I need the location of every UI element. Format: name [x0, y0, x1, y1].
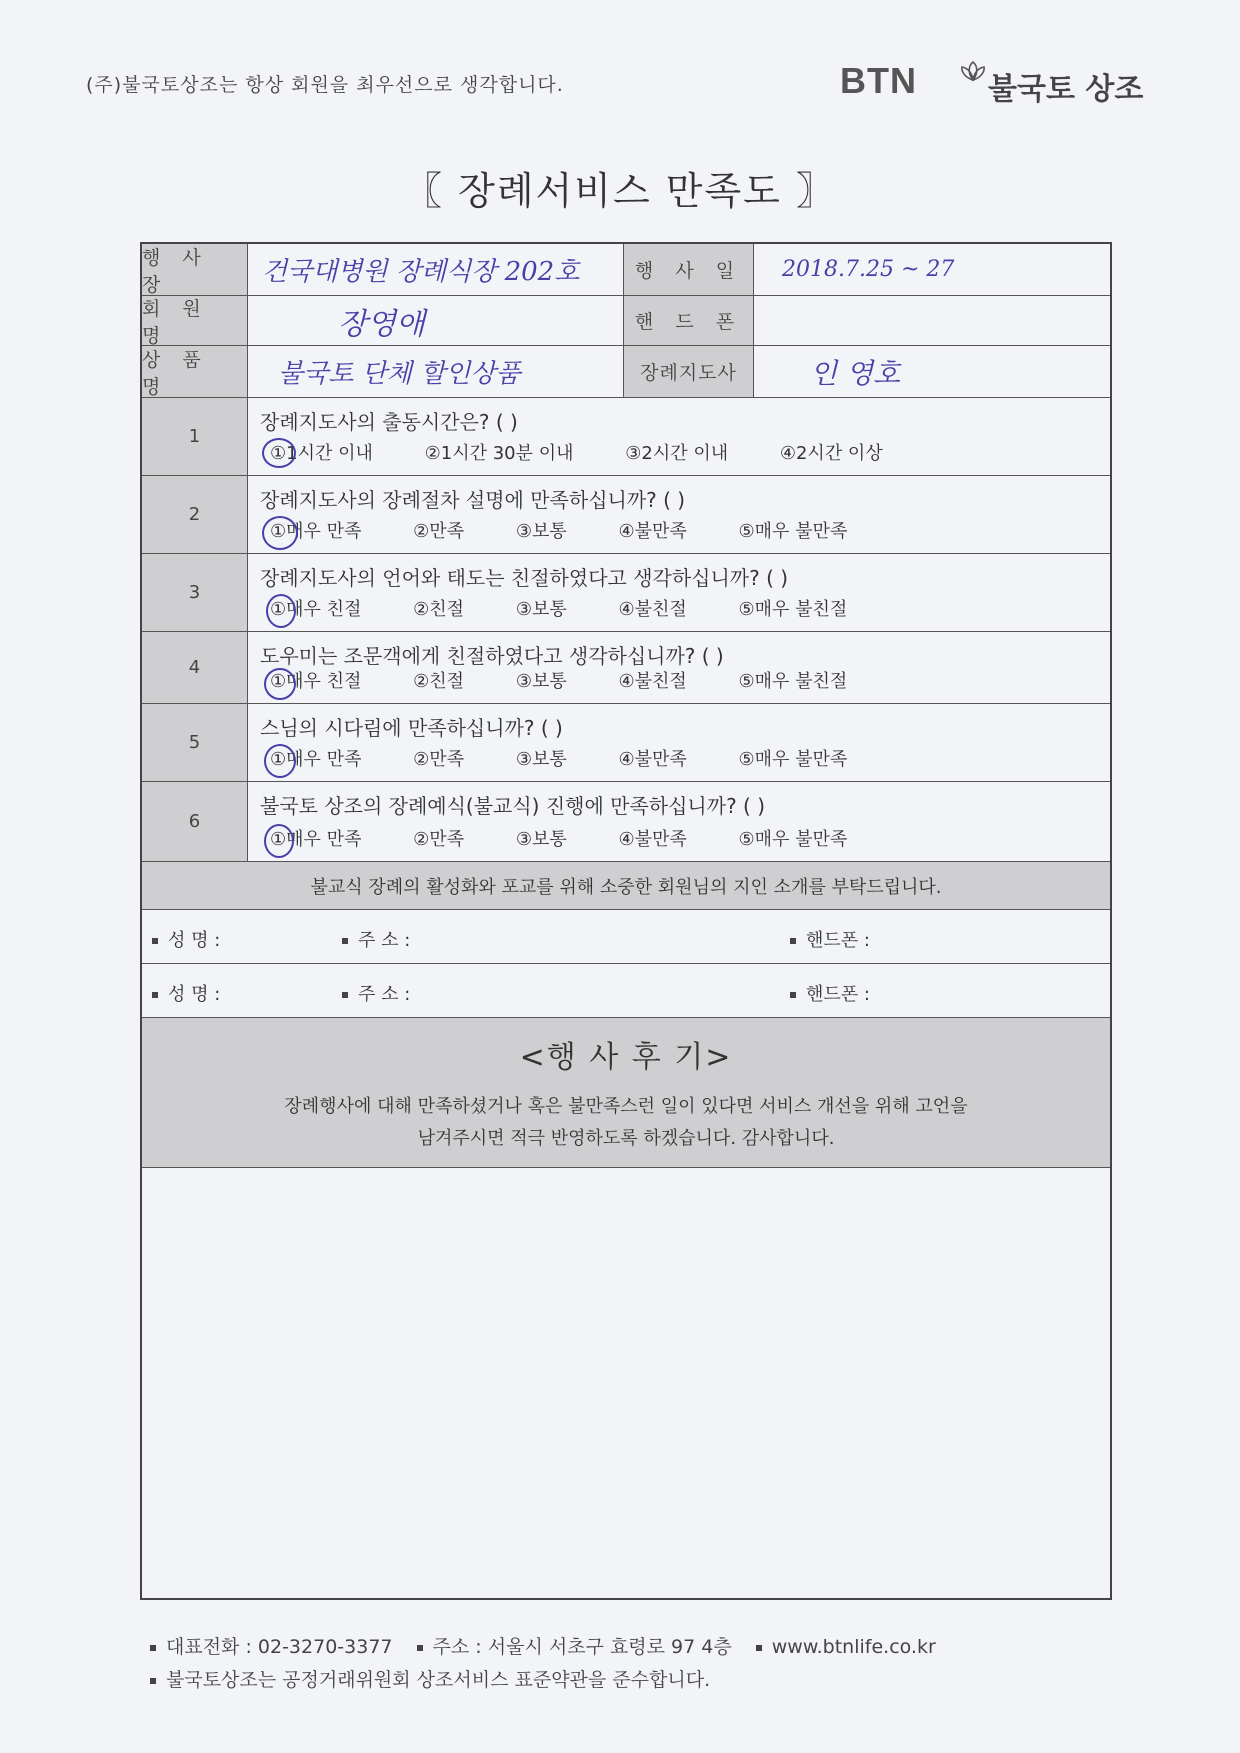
- survey-form: [140, 242, 1112, 1600]
- date-field[interactable]: 2018.7.25 ~ 27: [782, 257, 955, 282]
- question-text: 도우미는 조문객에게 친절하였다고 생각하십니까? ( ): [260, 644, 724, 668]
- review-instruction-line: 남겨주시면 적극 반영하도록 하겠습니다. 감사합니다.: [417, 1128, 835, 1149]
- answer-options: [270, 439, 929, 465]
- question-number: 5: [142, 704, 248, 781]
- answer-option[interactable]: ①매우 만족: [270, 829, 362, 850]
- answer-option[interactable]: ③보통: [515, 599, 567, 620]
- referral-row: [142, 910, 1110, 964]
- venue-label: 행 사 장: [142, 244, 248, 295]
- answer-options: [270, 667, 893, 693]
- answer-option[interactable]: ②만족: [413, 521, 465, 542]
- referral-name-label: 성 명 :: [152, 926, 220, 952]
- answer-option[interactable]: ④2시간 이상: [779, 443, 883, 464]
- question-number: 2: [142, 476, 248, 553]
- referral-notice: 불교식 장례의 활성화와 포교를 위해 소중한 회원님의 지인 소개를 부탁드립니다.: [142, 862, 1110, 910]
- question-row: [142, 398, 1110, 476]
- member-label: 회 원 명: [142, 296, 248, 345]
- logo-btn-text: BTN: [840, 60, 917, 101]
- answer-option[interactable]: ⑤매우 불친절: [738, 671, 848, 692]
- bullet-icon: [342, 938, 348, 944]
- referral-address-label: 주 소 :: [342, 926, 410, 952]
- review-title: <행 사 후 기>: [519, 1040, 733, 1075]
- info-row-member: [142, 296, 1110, 346]
- referral-phone-label: 핸드폰 :: [790, 980, 870, 1006]
- question-text: 장례지도사의 출동시간은? ( ): [260, 410, 518, 434]
- footer-notice: 불국토상조는 공정거래위원회 상조서비스 표준약관을 준수합니다.: [150, 1665, 710, 1692]
- answer-options: [270, 825, 893, 851]
- answer-option[interactable]: ④불친절: [618, 671, 687, 692]
- bullet-icon: [756, 1645, 762, 1651]
- review-header: [142, 1018, 1110, 1168]
- answer-option[interactable]: ③2시간 이내: [625, 443, 729, 464]
- selected-answer-mark: [264, 744, 296, 778]
- question-number: 3: [142, 554, 248, 631]
- bullet-icon: [152, 992, 158, 998]
- answer-option[interactable]: ⑤매우 불만족: [738, 749, 848, 770]
- referral-row: [142, 964, 1110, 1018]
- question-number: 6: [142, 782, 248, 861]
- venue-field[interactable]: 건국대병원 장례식장 202호: [248, 244, 624, 295]
- director-label: 장례지도사: [624, 346, 754, 397]
- answer-option[interactable]: ④불친절: [618, 599, 687, 620]
- selected-answer-mark: [264, 824, 294, 858]
- question-row: [142, 554, 1110, 632]
- question-text: 장례지도사의 언어와 태도는 친절하였다고 생각하십니까? ( ): [260, 566, 789, 590]
- bullet-icon: [152, 938, 158, 944]
- selected-answer-mark: [264, 668, 296, 700]
- footer-phone: 대표전화 : 02-3270-3377: [166, 1636, 393, 1658]
- answer-option[interactable]: ③보통: [515, 749, 567, 770]
- answer-option[interactable]: ④불만족: [618, 521, 687, 542]
- selected-answer-mark: [262, 438, 296, 468]
- question-text: 장례지도사의 장례절차 설명에 만족하십니까? ( ): [260, 488, 686, 512]
- answer-option[interactable]: ④불만족: [618, 829, 687, 850]
- question-number: 4: [142, 632, 248, 703]
- selected-answer-mark: [262, 516, 298, 550]
- answer-option[interactable]: ①매우 만족: [270, 749, 362, 770]
- answer-option[interactable]: ③보통: [515, 521, 567, 542]
- bullet-icon: [342, 992, 348, 998]
- product-field[interactable]: 불국토 단체 할인상품: [248, 346, 624, 397]
- member-field[interactable]: 장영애: [248, 296, 624, 345]
- answer-option[interactable]: ①매우 친절: [270, 671, 362, 692]
- director-field[interactable]: 인 영호: [810, 356, 901, 390]
- info-row-venue: [142, 244, 1110, 296]
- answer-option[interactable]: ③보통: [515, 829, 567, 850]
- answer-option[interactable]: ①1시간 이내: [270, 443, 373, 464]
- info-row-product: [142, 346, 1110, 398]
- bullet-icon: [790, 938, 796, 944]
- question-row: [142, 704, 1110, 782]
- referral-name-label: 성 명 :: [152, 980, 220, 1006]
- answer-options: [270, 595, 893, 621]
- answer-option[interactable]: ②친절: [413, 671, 465, 692]
- referral-address-label: 주 소 :: [342, 980, 410, 1006]
- answer-option[interactable]: ①매우 친절: [270, 599, 362, 620]
- bullet-icon: [150, 1645, 156, 1651]
- page-title: 〖 장례서비스 만족도 〗: [404, 169, 836, 213]
- footer-address: 주소 : 서울시 서초구 효령로 97 4층: [432, 1636, 732, 1658]
- answer-option[interactable]: ⑤매우 불만족: [738, 521, 848, 542]
- answer-options: [270, 745, 893, 771]
- answer-option[interactable]: ③보통: [515, 671, 567, 692]
- question-text: 불국토 상조의 장례예식(불교식) 진행에 만족하십니까? ( ): [260, 794, 766, 818]
- answer-option[interactable]: ②친절: [413, 599, 465, 620]
- bullet-icon: [150, 1678, 156, 1684]
- footer-contact: [150, 1632, 936, 1659]
- product-label: 상 품 명: [142, 346, 248, 397]
- question-text: 스님의 시다림에 만족하십니까? ( ): [260, 716, 563, 740]
- logo-brand-text: 불국토 상조: [988, 72, 1144, 107]
- answer-option[interactable]: ②만족: [413, 749, 465, 770]
- answer-option[interactable]: ②1시간 30분 이내: [424, 443, 574, 464]
- answer-options: [270, 517, 893, 543]
- footer-website[interactable]: www.btnlife.co.kr: [771, 1636, 936, 1658]
- lotus-icon: [958, 58, 988, 88]
- review-instruction-line: 장례행사에 대해 만족하셨거나 혹은 불만족스런 일이 있다면 서비스 개선을 위해 고언을: [284, 1096, 968, 1117]
- question-number: 1: [142, 398, 248, 475]
- header-slogan: (주)불국토상조는 항상 회원을 최우선으로 생각합니다.: [86, 74, 564, 96]
- answer-option[interactable]: ⑤매우 불친절: [738, 599, 848, 620]
- date-label: 행 사 일: [624, 244, 754, 295]
- answer-option[interactable]: ②만족: [413, 829, 465, 850]
- review-textarea[interactable]: [142, 1168, 1110, 1598]
- question-row: [142, 476, 1110, 554]
- referral-phone-label: 핸드폰 :: [790, 926, 870, 952]
- bullet-icon: [790, 992, 796, 998]
- answer-option[interactable]: ⑤매우 불만족: [738, 829, 848, 850]
- bullet-icon: [417, 1645, 423, 1651]
- selected-answer-mark: [266, 594, 296, 628]
- company-logo: [840, 56, 1160, 106]
- question-row: [142, 782, 1110, 862]
- phone-label: 핸 드 폰: [624, 296, 754, 345]
- question-row: [142, 632, 1110, 704]
- answer-option[interactable]: ①매우 만족: [270, 521, 362, 542]
- phone-field[interactable]: [754, 296, 1110, 345]
- answer-option[interactable]: ④불만족: [618, 749, 687, 770]
